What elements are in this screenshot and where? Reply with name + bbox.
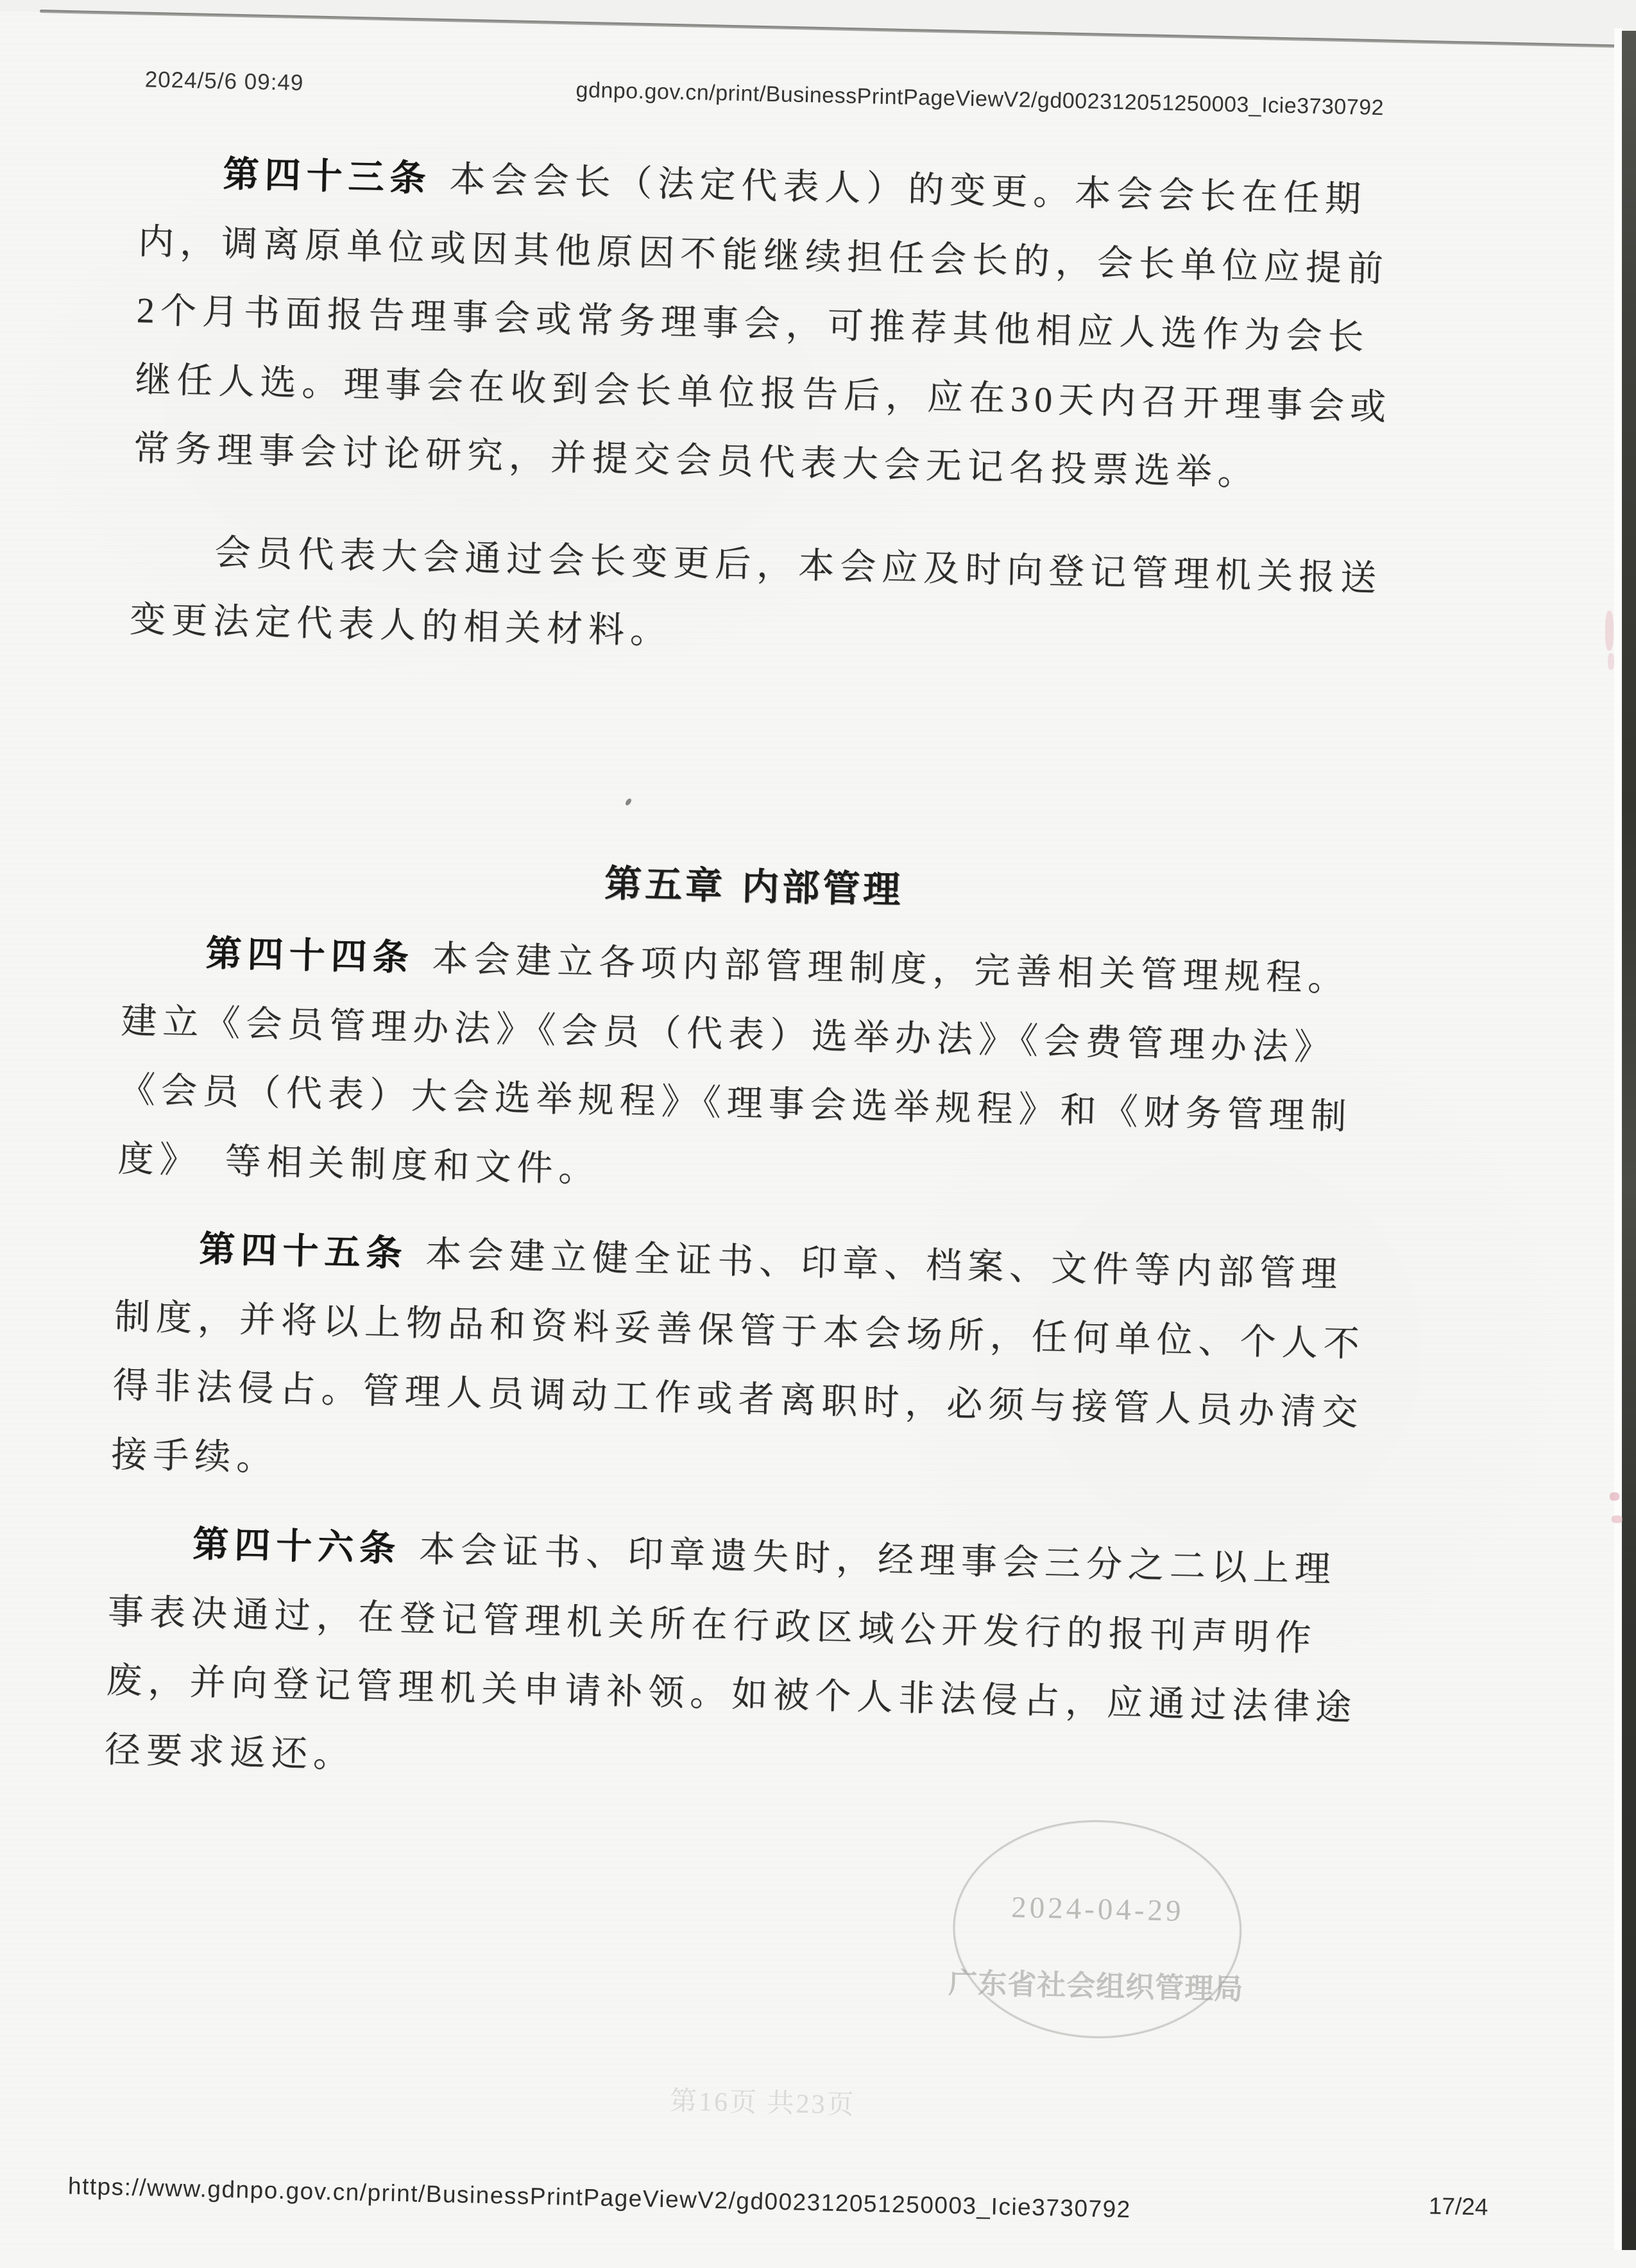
line-text: 本会证书、印章遗失时，经理事会三分之二以上理	[418, 1530, 1337, 1590]
line-text: 度》 等相关制度和文件。	[117, 1139, 601, 1189]
article-number: 第四十四条	[205, 932, 415, 979]
line-text: 事表决通过，在登记管理机关所在行政区域公开发行的报刊声明作	[107, 1592, 1318, 1658]
line-text: 本会建立各项内部管理制度，完善相关管理规程。	[431, 939, 1350, 1000]
document-body	[104, 138, 1400, 1812]
stamp-date: 2024-04-29	[1010, 1890, 1185, 1928]
lead-gap	[401, 1561, 419, 1562]
approval-stamp	[948, 1817, 1244, 2042]
line-text: 本会会长（法定代表人）的变更。本会会长在任期	[448, 159, 1367, 220]
line-text: 制度，并将以上物品和资料妥善保管于本会场所，任何单位、个人不	[114, 1297, 1366, 1365]
line-text: 变更法定代表人的相关材料。	[129, 600, 672, 652]
print-timestamp: 2024/5/6 09:49	[144, 67, 304, 96]
page-count-note: 第16页 共23页	[669, 2086, 856, 2120]
chapter-heading	[123, 838, 1385, 935]
line-text: 废，并向登记管理机关申请补领。如被个人非法侵占，应通过法律途	[105, 1660, 1358, 1728]
line-text: 《会员（代表）大会选举规程》《理事会选举规程》和《财务管理制	[119, 1070, 1353, 1138]
line-text: 建立《会员管理办法》《会员（代表）选举办法》《会费管理办法》	[120, 1001, 1336, 1068]
line-text: 内，调离原单位或因其他原因不能继续担任会长的，会长单位应提前	[137, 221, 1390, 289]
stamp-circle	[951, 1817, 1244, 2042]
page-indicator: 17/24	[1428, 2192, 1488, 2221]
line-text: 继任人选。理事会在收到会长单位报告后，应在30天内召开理事会或	[134, 359, 1392, 428]
line-text: 本会建立健全证书、印章、档案、文件等内部管理	[425, 1234, 1343, 1295]
article-number: 第四十三条	[222, 153, 432, 200]
line-text: 2个月书面报告理事会或常务理事会，可推荐其他相应人选作为会长	[136, 291, 1370, 358]
print-header-url: gdnpo.gov.cn/print/BusinessPrintPageViewV2/gd002312051250003_Icie3730792	[575, 78, 1385, 121]
line-text: 常务理事会讨论研究，并提交会员代表大会无记名投票选举。	[133, 429, 1260, 493]
pink-scan-artifact	[1612, 1515, 1623, 1523]
pink-scan-artifact	[1605, 611, 1614, 651]
footer-url: https://www.gdnpo.gov.cn/print/BusinessPrintPageViewV2/gd002312051250003_Icie3730792	[67, 2172, 1132, 2223]
line-text: 径要求返还。	[104, 1730, 355, 1775]
pink-scan-artifact	[1610, 1492, 1619, 1501]
line-text: 得非法侵占。管理人员调动工作或者离职时，必须与接管人员办清交	[112, 1365, 1364, 1433]
stamp-org-name: 广东省社会组织管理局	[948, 1965, 1244, 2007]
line-text: 第五章 内部管理	[604, 861, 905, 912]
line-text: 接手续。	[110, 1435, 278, 1478]
line-text: 会员代表大会通过会长变更后，本会应及时向登记管理机关报送	[214, 533, 1383, 599]
pink-scan-artifact	[1608, 653, 1614, 670]
article-number: 第四十五条	[198, 1228, 409, 1275]
lead-gap	[414, 970, 432, 971]
scan-right-edge-band	[1622, 31, 1636, 2250]
article-number: 第四十六条	[192, 1523, 402, 1570]
